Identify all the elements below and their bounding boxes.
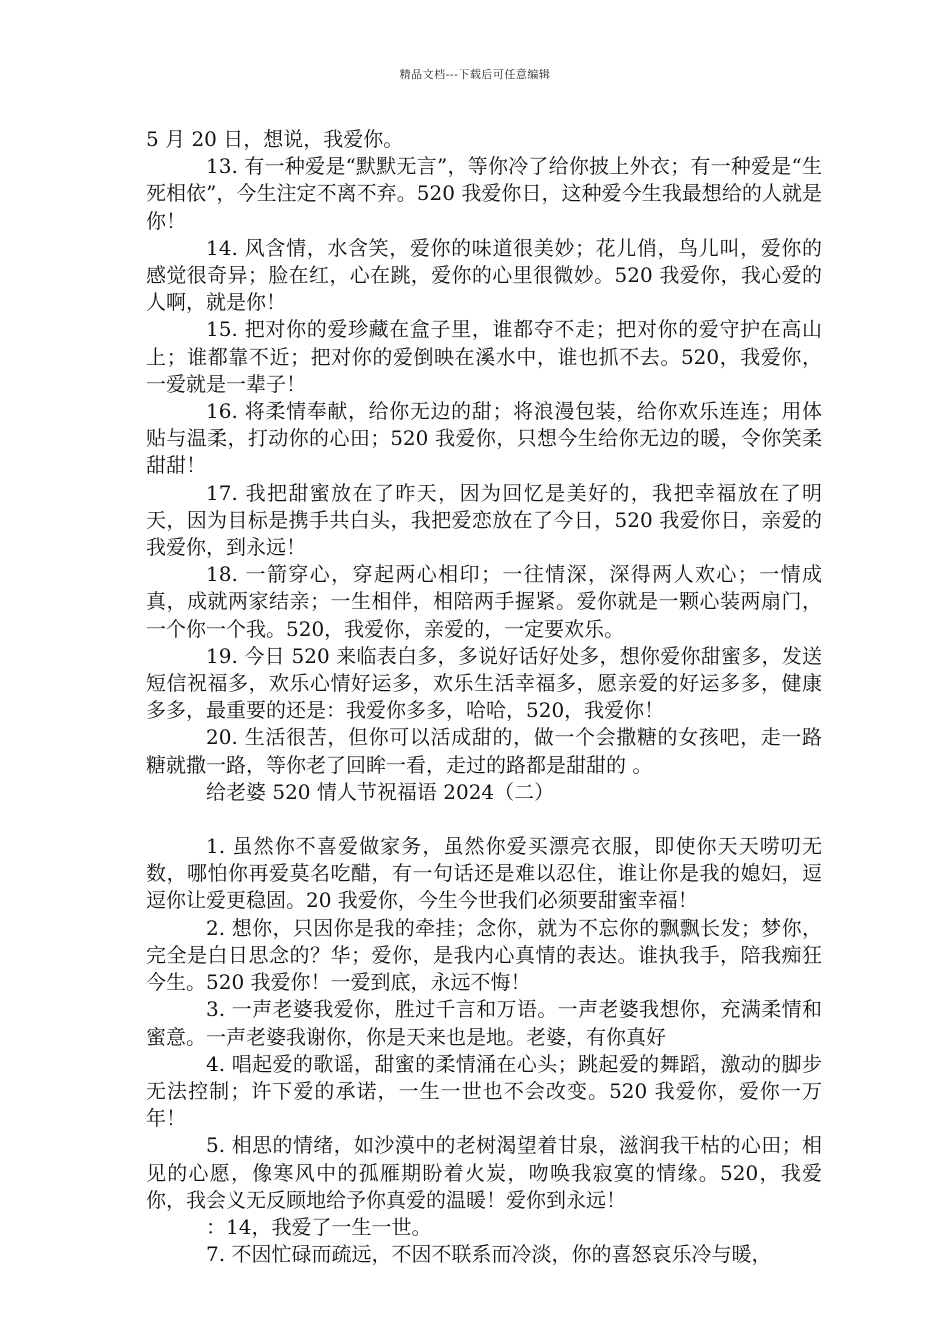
paragraph: 3. 一声老婆我爱你，胜过千言和万语。一声老婆我想你，充满柔情和蜜意。一声老婆我谢你，你是天来也是地。老婆，有你真好 — [146, 997, 822, 1049]
paragraph: 18. 一箭穿心，穿起两心相印；一往情深，深得两人欢心；一情成真，成就两家结亲；一生相伴，相陪两手握紧。爱你就是一颗心装两扇门，一个你一个我。520，我爱你，亲爱的，一定要欢乐。 — [146, 562, 822, 641]
paragraph: 13. 有一种爱是“默默无言”，等你冷了给你披上外衣；有一种爱是“生死相依”，今生注定不离不弃。520 我爱你日，这种爱今生我最想给的人就是你！ — [146, 154, 822, 233]
paragraph: 7. 不因忙碌而疏远，不因不联系而冷淡，你的喜怒哀乐冷与暖， — [206, 1242, 772, 1267]
paragraph: 4. 唱起爱的歌谣，甜蜜的柔情涌在心头；跳起爱的舞蹈，激动的脚步无法控制；许下爱的承诺，一生一世也不会改变。520 我爱你，爱你一万年！ — [146, 1051, 822, 1131]
paragraph: 5 月 20 日，想说，我爱你。 — [146, 127, 404, 151]
page-header: 精品文档---下载后可任意编辑 — [399, 68, 551, 81]
paragraph: 5. 相思的情绪，如沙漠中的老树渴望着甘泉，滋润我干枯的心田；相见的心愿，像寒风中的孤雁期盼着火炭，吻唤我寂寞的情缘。520，我爱你，我会义无反顾地给予你真爱的温暖！爱你到永远！ — [146, 1133, 822, 1212]
paragraph: 2. 想你，只因你是我的牵挂；念你，就为不忘你的飘飘长发；梦你，完全是白日思念的？华；爱你，是我内心真情的表达。谁执我手，陪我痴狂今生。520 我爱你！一爱到底，永远不悔！ — [146, 915, 822, 995]
paragraph: 19. 今日 520 来临表白多，多说好话好处多，想你爱你甜蜜多，发送短信祝福多，欢乐心情好运多，欢乐生活幸福多，愿亲爱的好运多多，健康多多，最重要的还是：我爱你多多，哈哈，520，我爱你！ — [146, 643, 822, 723]
paragraph: ：14，我爱了一生一世。 — [206, 1214, 432, 1239]
paragraph: 15. 把对你的爱珍藏在盒子里，谁都夺不走；把对你的爱守护在高山上；谁都靠不近；把对你的爱倒映在溪水中，谁也抓不去。520，我爱你，一爱就是一辈子！ — [146, 317, 822, 396]
blank-line — [146, 806, 822, 833]
document-body — [146, 126, 822, 1268]
paragraph: 17. 我把甜蜜放在了昨天，因为回忆是美好的，我把幸福放在了明天，因为目标是携手共白头，我把爱恋放在了今日，520 我爱你日，亲爱的我爱你，到永远！ — [146, 480, 822, 560]
paragraph: 1. 虽然你不喜爱做家务，虽然你爱买漂亮衣服，即使你天天唠叨无数，哪怕你再爱莫名吃醋，有一句话还是难以忍住，谁让你是我的媳妇，逗逗你让爱更稳固。20 我爱你，今生今世我们必须要甜蜜幸福！ — [146, 834, 822, 913]
paragraph: 20. 生活很苦，但你可以活成甜的，做一个会撒糖的女孩吧，走一路糖就撒一路，等你老了回眸一看，走过的路都是甜甜的 。 — [146, 725, 822, 777]
paragraph: 16. 将柔情奉献，给你无边的甜；将浪漫包装，给你欢乐连连；用体贴与温柔，打动你的心田；520 我爱你，只想今生给你无边的暖，令你笑柔甜甜！ — [146, 399, 822, 478]
paragraph: 给老婆 520 情人节祝福语 2024（二） — [206, 779, 555, 804]
paragraph: 14. 风含情，水含笑，爱你的味道很美妙；花儿俏，鸟儿叫，爱你的感觉很奇异；脸在红，心在跳，爱你的心里很微妙。520 我爱你，我心爱的人啊，就是你！ — [146, 235, 822, 315]
